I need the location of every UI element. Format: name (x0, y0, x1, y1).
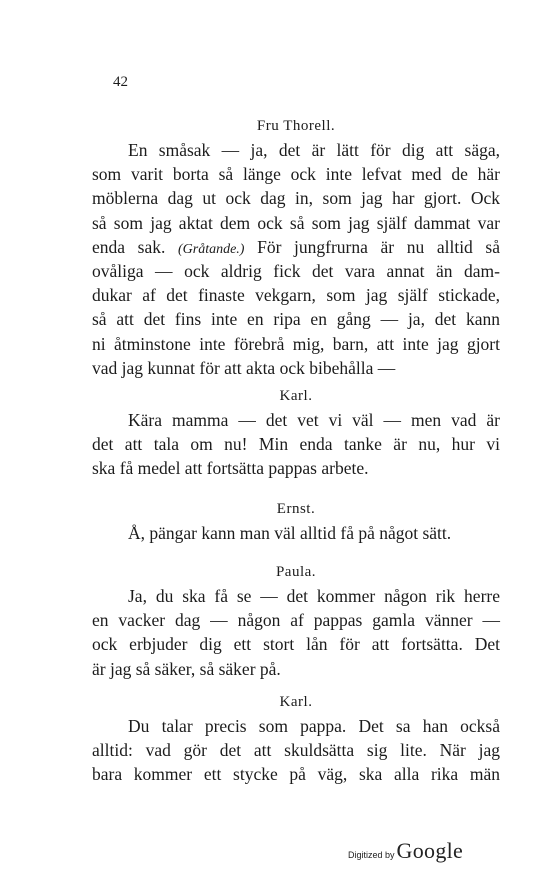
text-line: ock erbjuder dig ett stort lån för att fortsätta. Det (92, 634, 500, 655)
speaker-name: Fru Thorell. (256, 118, 336, 134)
digitized-by-google-watermark (348, 838, 463, 864)
text-line: så att det fins inte en ripa en gång — ja, det kann (92, 309, 500, 330)
text-line: Du talar precis som pappa. Det sa han också (128, 716, 500, 736)
text-line: ovåliga — ock aldrig fick det vara annat än dam- (92, 260, 500, 281)
text-line: dukar af det finaste vekgarn, som jag själf stickade, (92, 285, 500, 306)
stage-direction: (Gråtande.) (177, 241, 245, 257)
text-fragment: enda sak. (92, 236, 178, 257)
speech-block-fru-thorell (92, 114, 500, 380)
text-line: alltid: vad gör det att skuldsätta sig lite. När jag (92, 740, 500, 761)
google-logo: Google (396, 838, 464, 863)
text-line: Å, pängar kann man väl alltid få på något sätt. (128, 523, 452, 543)
speaker-name: Paula. (275, 564, 317, 580)
text-line: det att tala om nu! Min enda tanke är nu, hur vi (92, 434, 500, 455)
page-number: 42 (113, 74, 128, 90)
speech-block-ernst (92, 497, 500, 545)
speaker-name: Karl. (279, 388, 313, 404)
text-fragment: För jungfrurna är nu alltid så (244, 236, 500, 257)
text-line (92, 235, 500, 259)
text-line: vad jag kunnat för att akta ock bibehålla — (92, 357, 396, 378)
speech-block-karl-2 (92, 690, 500, 787)
text-line: är jag så säker, så säker på. (92, 658, 281, 679)
speech-block-karl (92, 384, 500, 481)
text-line: bara kommer ett stycke på väg, ska alla rika män (92, 764, 500, 785)
text-line: ni åtminstone inte förebrå mig, barn, att inte jag gjort (92, 333, 500, 354)
speaker-name: Karl. (279, 694, 313, 710)
digitized-label: Digitized by (348, 850, 395, 860)
text-line: Ja, du ska få se — det kommer någon rik herre (128, 586, 500, 606)
text-line: möblerna dag ut ock dag in, som jag har gjort. Ock (92, 188, 500, 209)
speech-block-paula (92, 560, 500, 681)
speaker-name: Ernst. (276, 501, 316, 517)
text-line: så som jag aktat dem ock så som jag själf dammat var (92, 212, 500, 233)
text-line: en vacker dag — någon af pappas gamla vänner — (92, 610, 500, 631)
text-line: En småsak — ja, det är lätt för dig att säga, (128, 140, 500, 160)
text-line: som varit borta så länge ock inte lefvat med de här (92, 164, 500, 185)
text-line: ska få medel att fortsätta pappas arbete. (92, 458, 369, 479)
text-line: Kära mamma — det vet vi väl — men vad är (128, 410, 500, 430)
